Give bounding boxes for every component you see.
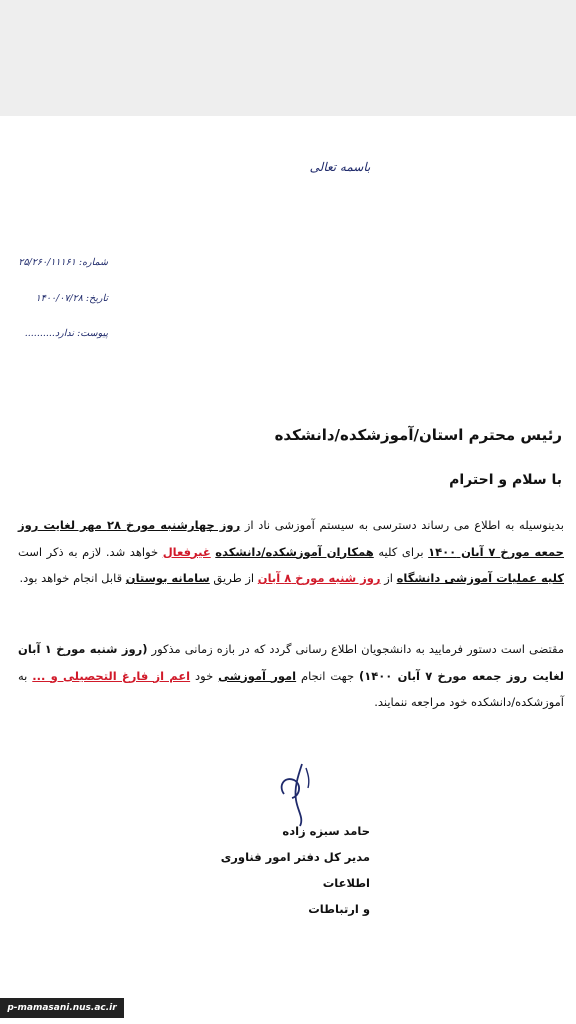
p1-colleagues: همکاران آموزشکده/دانشکده	[215, 544, 374, 559]
letter-number	[8, 257, 108, 268]
p2-date-range: (روز شنبه مورخ ۱ آبان لغایت روز جمعه مورخ ۷ آبان ۱۴۰۰)	[18, 642, 564, 683]
attachment-value: ندارد..........	[24, 328, 75, 339]
signer-title-line-1: مدیر کل دفتر امور فناوری اطلاعات	[220, 850, 370, 890]
top-gray-bar	[0, 0, 576, 116]
signer-name: حامد سبزه زاده	[282, 824, 370, 838]
p1-bustan-system: سامانه بوستان	[125, 571, 210, 585]
p2-text: به آموزشکده/دانشکده خود مراجعه ننمایند.	[18, 668, 564, 709]
date-value: ۱۴۰۰/۰۷/۲۸	[35, 293, 83, 304]
p2-educational-affairs: امور آموزشی	[218, 668, 297, 683]
paragraph-2	[18, 636, 564, 716]
signer-block	[200, 818, 370, 922]
p1-operations: کلیه عملیات آموزشی دانشگاه	[396, 571, 564, 585]
website-watermark: p-mamasani.nus.ac.ir	[0, 998, 124, 1018]
p1-date-range: روز چهارشنبه مورخ ۲۸ مهر لغایت روز جمعه مورخ ۷ آبان ۱۴۰۰	[18, 518, 564, 559]
letter-date	[8, 293, 108, 304]
p2-text: خود	[190, 668, 219, 683]
recipient-line: رئیس محترم استان/آموزشکده/دانشکده	[274, 426, 562, 444]
number-label: شماره:	[78, 257, 108, 268]
signer-title-line-2: و ارتباطات	[308, 902, 370, 916]
p1-text: خواهد شد. لازم به ذکر است	[18, 544, 163, 559]
p1-inactive: غیرفعال	[162, 544, 211, 559]
p1-text: بدینوسیله به اطلاع می رساند دسترسی به سیستم آموزشی ناد از	[240, 518, 564, 532]
paragraph-1	[18, 512, 564, 592]
p2-text: جهت انجام	[296, 668, 359, 683]
p1-text: برای کلیه	[373, 544, 429, 559]
basmala-heading: باسمه تعالی	[309, 160, 371, 174]
letter-attachment	[8, 328, 108, 339]
date-label: تاریخ:	[85, 293, 108, 304]
p1-start-date: روز شنبه مورخ ۸ آبان	[257, 571, 381, 585]
number-value: ۲۵/۲۶۰/۱۱۱۶۱	[18, 257, 76, 268]
p1-text: از طریق	[209, 571, 258, 585]
greeting-line: با سلام و احترام	[449, 472, 562, 488]
attachment-label: پیوست:	[77, 328, 108, 339]
p2-text: مقتضی است دستور فرمایید به دانشجویان اطلاع رسانی گردد که در بازه زمانی مذکور	[147, 642, 564, 656]
p1-text: قابل انجام خواهد بود.	[19, 571, 126, 585]
p1-text: از	[380, 571, 397, 585]
p2-graduation: اعم از فارغ التحصیلی و ...	[32, 668, 191, 683]
